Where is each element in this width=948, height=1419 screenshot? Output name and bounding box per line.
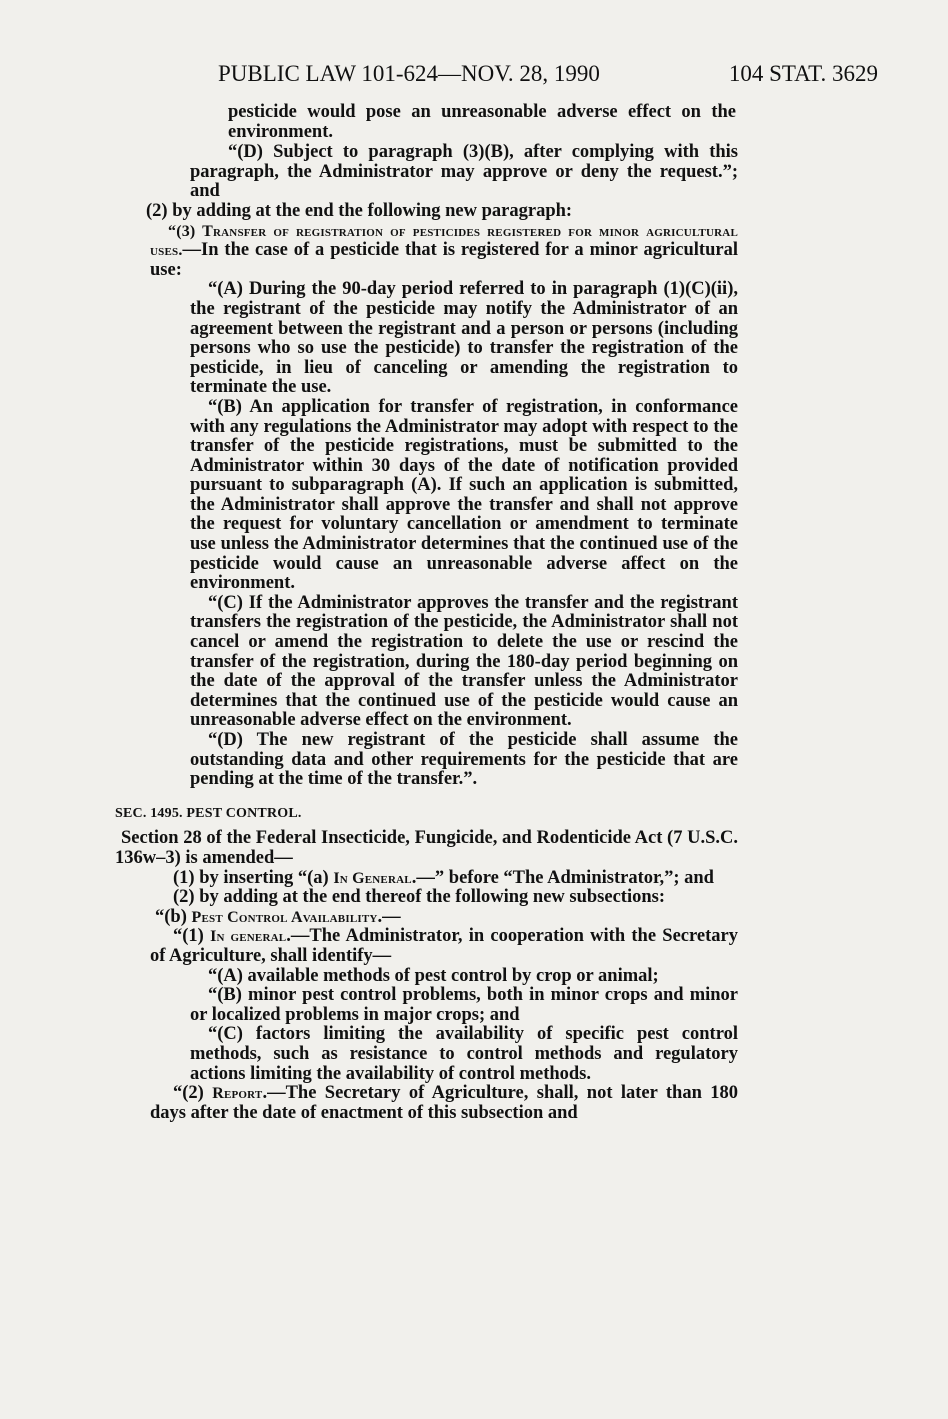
paragraph-add-new-paragraph-text: (2) by adding at the end the following new paragraph: xyxy=(146,200,573,221)
in-general-smallcaps: In General xyxy=(333,869,412,887)
report-text-a: “(2) xyxy=(173,1083,213,1104)
paragraph-section-28: Section 28 of the Federal Insecticide, Fungicide, and Rodenticide Act (7 U.S.C. 136w–3) is amended— xyxy=(115,828,738,868)
paragraph-2-report xyxy=(150,1084,738,1123)
inserting-text-b: .—” before “The Administrator,”; and xyxy=(411,867,714,888)
in-general-text-a: “(1) xyxy=(173,926,211,947)
statute-page-number: 104 STAT. 3629 xyxy=(728,61,878,86)
running-header xyxy=(218,56,878,92)
paragraph-c-factors-limiting: “(C) factors limiting the availability of specific pest control methods, such as resistance to control methods and regulatory actions limiting the availability of control methods. xyxy=(190,1024,738,1084)
paragraph-a-90-day: “(A) During the 90-day period referred to in paragraph (1)(C)(ii), the registrant of the pesticide may notify the Administrator of an agreement between the registrant and a person or persons (including persons who so use the pesticide) to transfer the registration of the pesticide, in lieu of canceling or amending the registration to terminate the use. xyxy=(190,279,738,398)
paragraph-adding-subsections: (2) by adding at the end thereof the following new subsections: xyxy=(173,887,665,908)
paragraph-c-approves-transfer: “(C) If the Administrator approves the transfer and the registrant transfers the registration of the pesticide, the Administrator shall not cancel or amend the registration to delete the use or rescind the transfer of the registration, during the 180-day period beginning on the date of the approval of the transfer unless the Administrator determines that the continued use of the pesticide would cause an unreasonable adverse effect on the environment. xyxy=(190,592,738,731)
paragraph-transfer-of-registration xyxy=(150,222,738,281)
paragraph-d-new-registrant: “(D) The new registrant of the pesticide shall assume the outstanding data and other requirements for the pesticide that are pending at the time of the transfer.”. xyxy=(190,730,738,790)
paragraph-b-application: “(B) An application for transfer of registration, in conformance with any regulations the Administrator may adopt with respect to the transfer of the pesticide registrations, must be submitted to the Administrator within 30 days of the date of notification provided pursuant to subparagraph (A). If such an application is submitted, the Administrator shall approve the transfer and shall not approve the request for voluntary cancellation or amendment to terminate use unless the Administrator determines that the continued use of the pesticide would cause an unreasonable adverse affect on the environment. xyxy=(190,396,738,594)
paragraph-d-approve-deny: “(D) Subject to paragraph (3)(B), after complying with this paragraph, the Administrator may approve or deny the request.”; and xyxy=(190,142,738,202)
paragraph-1-in-general xyxy=(150,927,738,966)
paragraph-pest-control-availability xyxy=(155,908,743,928)
paragraph-a-available-methods: “(A) available methods of pest control by crop or animal; xyxy=(208,965,659,986)
in-general-heading-smallcaps: In general xyxy=(210,928,287,946)
public-law-citation: PUBLIC LAW 101-624—NOV. 28, 1990 xyxy=(218,61,600,86)
pest-control-text-b: .— xyxy=(377,906,401,927)
transfer-heading: “(3) Transfer of registration of pesticides registered for minor agricultural uses. xyxy=(150,222,738,260)
pest-control-availability-smallcaps: Pest Control Availability xyxy=(191,908,378,926)
section-heading: SEC. 1495. PEST CONTROL. xyxy=(115,805,302,821)
in-general-text-b: .—The Administrator, in cooperation with the Secretary of Agriculture, shall identify— xyxy=(150,926,738,966)
paragraph-continuation: pesticide would pose an unreasonable adverse effect on the environment. xyxy=(228,102,736,142)
inserting-text-a: (1) by inserting “(a) xyxy=(173,867,334,888)
paragraph-inserting-in-general xyxy=(150,869,738,889)
transfer-text: —In the case of a pesticide that is registered for a minor agricultural use: xyxy=(150,240,738,280)
report-smallcaps: Report xyxy=(212,1085,263,1103)
report-text-b: .—The Secretary of Agriculture, shall, not later than 180 days after the date of enactment of this subsection and xyxy=(150,1083,738,1123)
pest-control-text-a: “(b) xyxy=(155,906,192,927)
paragraph-add-new-paragraph xyxy=(146,200,738,222)
paragraph-b-minor-pest-control: “(B) minor pest control problems, both in minor crops and minor or localized problems in major crops; and xyxy=(190,985,738,1025)
document-body xyxy=(0,103,948,1123)
